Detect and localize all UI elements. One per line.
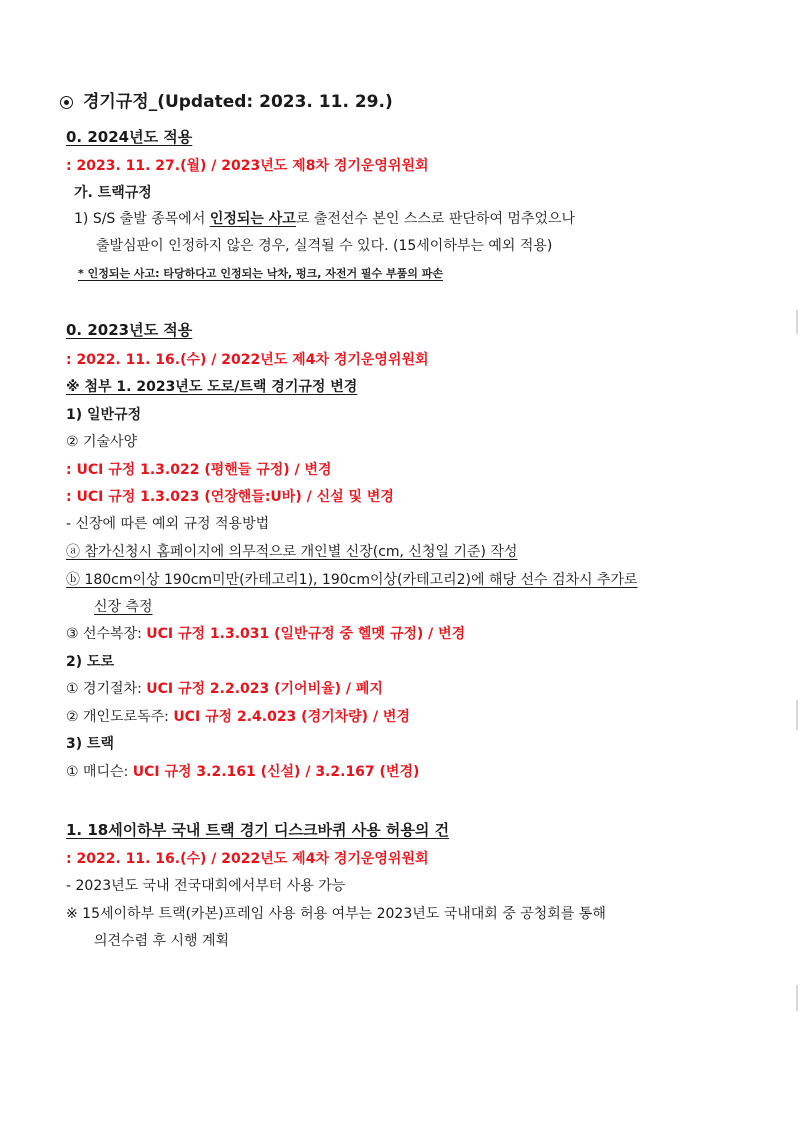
section-2024-heading: 0. 2024년도 적용 [66,128,193,146]
section-2023-meeting: : 2022. 11. 16.(수) / 2022년도 제4차 경기운영위원회 [66,352,429,368]
track-item-1-rule: UCI 규정 3.2.161 (신설) / 3.2.167 (변경) [132,764,420,780]
disc-wheel-heading: 1. 18세이하부 국내 트랙 경기 디스크바퀴 사용 허용의 건 [66,821,450,839]
title-text: 경기규정_(Updated: 2023. 11. 29.) [83,92,393,112]
section-2023-heading: 0. 2023년도 적용 [66,321,193,339]
scan-edge-mark [796,700,798,730]
accident-note: * 인정되는 사고: 타당하다고 인정되는 낙차, 펑크, 자전거 필수 부품의 파손 [78,267,443,280]
scan-edge-mark [796,310,798,334]
disc-wheel-note-continued: 의견수렴 후 시행 계획 [94,933,230,949]
disc-wheel-note: ※ 15세이하부 트랙(카본)프레임 사용 허용 여부는 2023년도 국내대회 중 공청회를 통해 [66,906,606,922]
item1-emphasis: 인정되는 사고 [209,211,296,227]
road-item-2 [66,707,410,727]
track-rule-item-1 [74,209,575,229]
road-item-1-label: ① 경기절차: [66,681,147,697]
disc-wheel-meeting: : 2022. 11. 16.(수) / 2022년도 제4차 경기운영위원회 [66,851,429,867]
track-item-1-label: ① 매디슨: [66,764,133,780]
height-rule-b: ⓑ 180cm이상 190cm미만(카테고리1), 190cm이상(카테고리2)에 해당 선수 검차시 추가로 [66,572,638,588]
height-rule-a: ⓐ 참가신청시 홈페이지에 의무적으로 개인별 신장(cm, 신청일 기준) 작성 [66,544,518,560]
road-item-2-label: ② 개인도로독주: [66,709,174,725]
document-title [60,92,393,112]
disc-wheel-item-1: - 2023년도 국내 전국대회에서부터 사용 가능 [66,878,346,894]
attachment-heading: ※ 첨부 1. 2023년도 도로/트랙 경기규정 변경 [66,379,358,395]
height-exception-method: - 신장에 따른 예외 규정 적용방법 [66,516,270,532]
attire-rule: UCI 규정 1.3.031 (일반규정 중 헬멧 규정) / 변경 [146,626,466,642]
section-2024-meeting: : 2023. 11. 27.(월) / 2023년도 제8차 경기운영위원회 [66,158,429,174]
height-rule-b-continued: 신장 측정 [94,599,153,615]
attire-label: ③ 선수복장: [66,626,147,642]
track-item-1 [66,762,419,782]
scan-edge-mark [796,985,798,1011]
track-rules-heading: 가. 트랙규정 [74,185,152,201]
uci-rule-flat-handle: : UCI 규정 1.3.022 (평핸들 규정) / 변경 [66,462,332,478]
road-item-1 [66,679,383,699]
road-item-2-rule: UCI 규정 2.4.023 (경기차량) / 변경 [173,709,410,725]
item1-suffix: 로 출전선수 본인 스스로 판단하여 멈추었으나 [295,211,576,227]
general-rules-heading: 1) 일반규정 [66,407,142,423]
track-heading: 3) 트랙 [66,736,115,752]
road-item-1-rule: UCI 규정 2.2.023 (기어비율) / 폐지 [146,681,383,697]
track-rule-item-1-continued: 출발심판이 인정하지 않은 경우, 실격될 수 있다. (15세이하부는 예외 적용) [96,238,553,254]
item1-prefix: 1) S/S 출발 종목에서 [74,211,210,227]
attire-item [66,624,465,644]
road-heading: 2) 도로 [66,654,115,670]
uci-rule-extension-handle: : UCI 규정 1.3.023 (연장핸들:U바) / 신설 및 변경 [66,489,394,505]
tech-spec-item: ② 기술사양 [66,434,138,450]
filled-circle-bullet-icon [60,96,73,109]
